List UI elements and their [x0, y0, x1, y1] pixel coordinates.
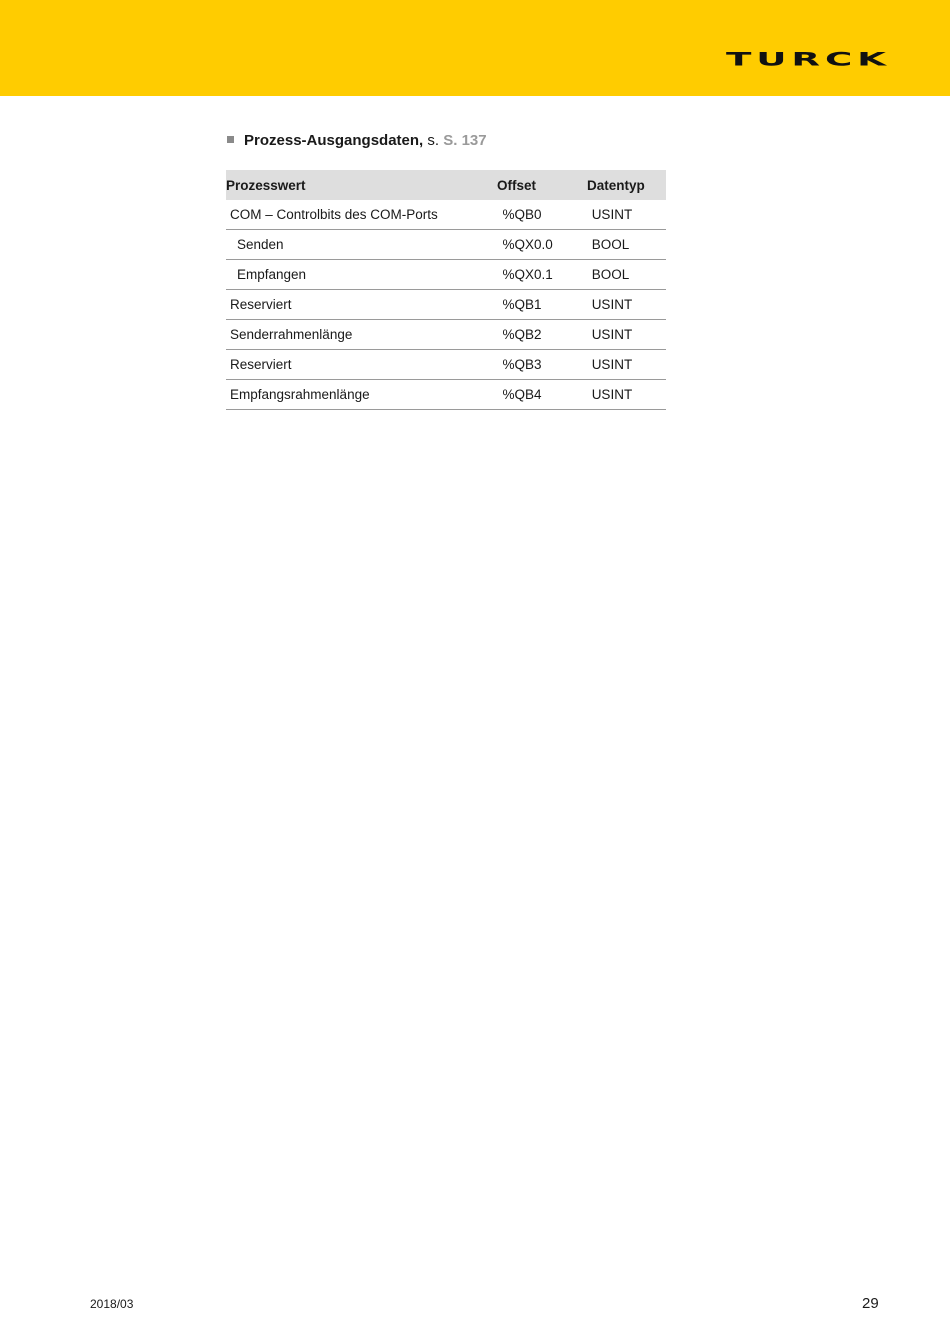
cell-type: USINT	[591, 387, 633, 402]
table-row	[226, 350, 666, 380]
table-row	[226, 380, 666, 410]
header-band	[0, 0, 950, 96]
cell-type: BOOL	[591, 267, 630, 282]
cell-name: Reserviert	[230, 297, 292, 312]
table-row	[226, 200, 666, 230]
footer-date: 2018/03	[90, 1297, 134, 1311]
cell-offset: %QB3	[502, 357, 542, 372]
turck-logo: TURCK	[726, 49, 891, 71]
page-reference-link[interactable]: S. 137	[443, 132, 487, 149]
header-offset: Offset	[497, 177, 537, 193]
cell-offset: %QX0.0	[502, 237, 553, 252]
cell-name: Senden	[237, 237, 284, 252]
square-bullet-icon	[227, 136, 234, 143]
cell-name: Empfangen	[237, 267, 307, 282]
cell-type: USINT	[591, 297, 633, 312]
cell-offset: %QB4	[502, 387, 542, 402]
cell-offset: %QX0.1	[502, 267, 553, 282]
header-prozesswert: Prozesswert	[226, 177, 306, 193]
section-ref-prefix: s.	[427, 132, 440, 149]
cell-type: USINT	[591, 207, 633, 222]
table-row	[226, 320, 666, 350]
table-row	[226, 290, 666, 320]
cell-type: USINT	[591, 357, 633, 372]
cell-offset: %QB0	[502, 207, 542, 222]
cell-type: USINT	[591, 327, 633, 342]
table-row	[226, 230, 666, 260]
table-header-row	[226, 170, 666, 200]
table-row	[226, 260, 666, 290]
cell-offset: %QB2	[502, 327, 542, 342]
process-output-table	[226, 170, 666, 410]
cell-name: Empfangsrahmenlänge	[230, 387, 370, 402]
section-title: Prozess-Ausgangsdaten,	[244, 132, 424, 149]
section-heading	[227, 131, 487, 151]
cell-name: Senderrahmenlänge	[230, 327, 353, 342]
cell-type: BOOL	[591, 237, 630, 252]
cell-offset: %QB1	[502, 297, 542, 312]
page-number: 29	[862, 1295, 879, 1312]
cell-name: COM – Controlbits des COM-Ports	[230, 207, 438, 222]
header-datentyp: Datentyp	[587, 177, 645, 193]
cell-name: Reserviert	[230, 357, 292, 372]
